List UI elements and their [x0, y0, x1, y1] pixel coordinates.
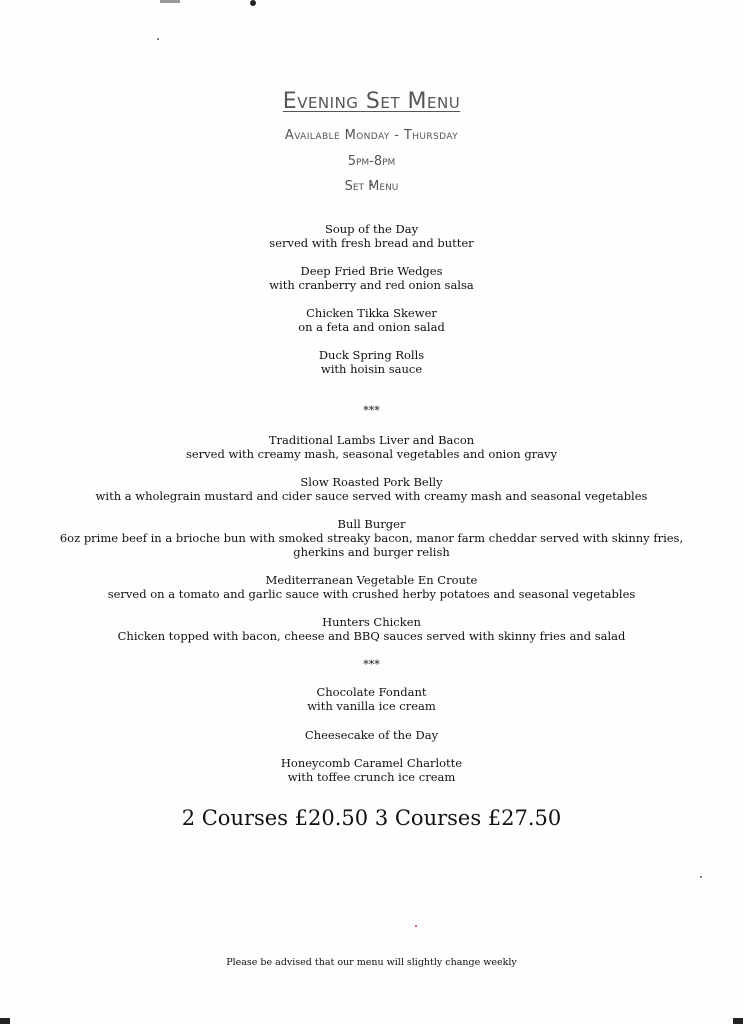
- starter-item: [0, 348, 743, 376]
- set-menu-label: Set Menu: [344, 179, 399, 194]
- main-item: [0, 475, 743, 503]
- dish-name: Deep Fried Brie Wedges: [300, 264, 443, 278]
- dish-name: Honeycomb Caramel Charlotte: [280, 756, 463, 770]
- course-prices: 2 Courses £20.50 3 Courses £27.50: [181, 806, 562, 830]
- dish-name: Chocolate Fondant: [316, 685, 427, 699]
- main-item: [0, 573, 743, 601]
- dish-name: Traditional Lambs Liver and Bacon: [268, 433, 475, 447]
- scan-mark: [0, 1018, 10, 1024]
- main-item: [0, 615, 743, 643]
- scan-speck: [700, 876, 702, 878]
- dessert-item: [0, 685, 743, 713]
- course-separator: ***: [363, 658, 380, 671]
- starter-item: [0, 222, 743, 250]
- dish-name: Bull Burger: [337, 517, 406, 531]
- dish-name: Cheesecake of the Day: [304, 728, 439, 742]
- dish-name: Soup of the Day: [324, 222, 419, 236]
- dish-name: Chicken Tikka Skewer: [306, 306, 437, 320]
- dish-description: served with fresh bread and butter: [269, 236, 474, 250]
- main-item: [0, 433, 743, 461]
- dish-description: with cranberry and red onion salsa: [269, 278, 474, 292]
- starter-item: [0, 306, 743, 334]
- dish-description: with vanilla ice cream: [307, 699, 436, 713]
- dessert-item: [0, 728, 743, 742]
- dish-description: with hoisin sauce: [320, 362, 423, 376]
- dish-description: gherkins and burger relish: [293, 545, 450, 559]
- dish-name: Hunters Chicken: [322, 615, 421, 629]
- dish-description: served on a tomato and garlic sauce with crushed herby potatoes and seasonal vegetables: [107, 587, 636, 601]
- menu-hours: 5pm-8pm: [347, 154, 396, 169]
- scan-mark: [733, 1018, 743, 1024]
- dish-description: with toffee crunch ice cream: [287, 770, 456, 784]
- scan-mark: [160, 0, 180, 3]
- dessert-item: [0, 756, 743, 784]
- course-separator: ***: [363, 404, 380, 417]
- menu-title: Evening Set Menu: [282, 89, 461, 114]
- dish-description: with a wholegrain mustard and cider sauce served with creamy mash and seasonal vegetables: [95, 489, 648, 503]
- scan-speck: [157, 38, 159, 40]
- scan-speck: [415, 925, 417, 927]
- dish-name: Mediterranean Vegetable En Croute: [265, 573, 478, 587]
- dish-description: 6oz prime beef in a brioche bun with smoked streaky bacon, manor farm cheddar served with skinny fries,: [59, 531, 684, 545]
- dish-description: Chicken topped with bacon, cheese and BBQ sauces served with skinny fries and salad: [117, 629, 626, 643]
- dish-description: served with creamy mash, seasonal vegetables and onion gravy: [185, 447, 558, 461]
- dish-description: on a feta and onion salad: [298, 320, 445, 334]
- dish-name: Slow Roasted Pork Belly: [300, 475, 443, 489]
- starter-item: [0, 264, 743, 292]
- menu-availability: Available Monday - Thursday: [284, 128, 459, 143]
- main-item: [0, 517, 743, 559]
- dish-name: Duck Spring Rolls: [318, 348, 425, 362]
- footer-note: Please be advised that our menu will slightly change weekly: [226, 957, 517, 968]
- scan-mark: [250, 0, 256, 6]
